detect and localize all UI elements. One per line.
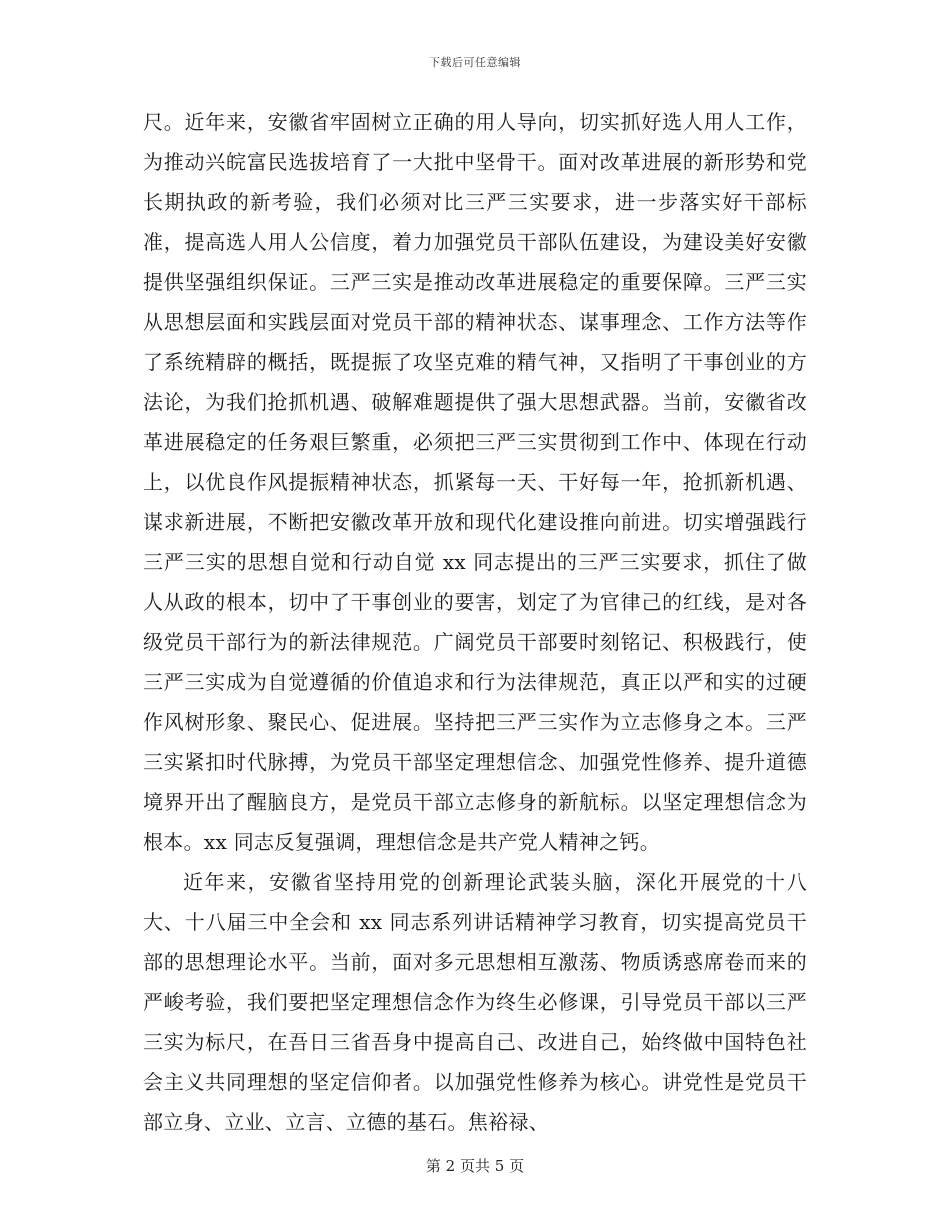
paragraph-1: 尺。近年来，安徽省牢固树立正确的用人导向，切实抓好选人用人工作，为推动兴皖富民选拔培育了一大批中坚骨干。面对改革进展的新形势和党长期执政的新考验，我们必须对比三严三实要求，进一步落实好干部标准，提高选人用人公信度，着力加强党员干部队伍建设，为建设美好安徽提供坚强组织保证。三严三实是推动改革进展稳定的重要保障。三严三实从思想层面和实践层面对党员干部的精神状态、谋事理念、工作方法等作了系统精辟的概括，既提振了攻坚克难的精气神，又指明了干事创业的方法论，为我们抢抓机遇、破解难题提供了强大思想武器。当前，安徽省改革进展稳定的任务艰巨繁重，必须把三严三实贯彻到工作中、体现在行动上，以优良作风提振精神状态，抓紧每一天、干好每一年，抢抓新机遇、谋求新进展，不断把安徽改革开放和现代化建设推向前进。切实增强践行三严三实的思想自觉和行动自觉 xx 同志提出的三严三实要求，抓住了做人从政的根本，切中了干事创业的要害，划定了为官律己的红线，是对各级党员干部行为的新法律规范。广阔党员干部要时刻铭记、积极践行，使三严三实成为自觉遵循的价值追求和行为法律规范，真正以严和实的过硬作风树形象、聚民心、促进展。坚持把三严三实作为立志修身之本。三严三实紧扣时代脉搏，为党员干部坚定理想信念、加强党性修养、提升道德境界开出了醒脑良方，是党员干部立志修身的新航标。以坚定理想信念为根本。xx 同志反复强调，理想信念是共产党人精神之钙。: [143, 110, 807, 854]
paragraph-2: 近年来，安徽省坚持用党的创新理论武装头脑，深化开展党的十八大、十八届三中全会和 xx 同志系列讲话精神学习教育，切实提高党员干部的思想理论水平。当前，面对多元思想相互激荡、物质诱惑席卷而来的严峻考验，我们要把坚定理想信念作为终生必修课，引导党员干部以三严三实为标尺，在吾日三省吾身中提高自己、改进自己，始终做中国特色社会主义共同理想的坚定信仰者。以加强党性修养为核心。讲党性是党员干部立身、立业、立言、立德的基石。焦裕禄、: [143, 870, 807, 1134]
header-note: 下载后可任意编辑: [429, 56, 521, 69]
page-number: 第 2 页共 5 页: [425, 1157, 525, 1175]
document-body: [143, 102, 807, 1142]
